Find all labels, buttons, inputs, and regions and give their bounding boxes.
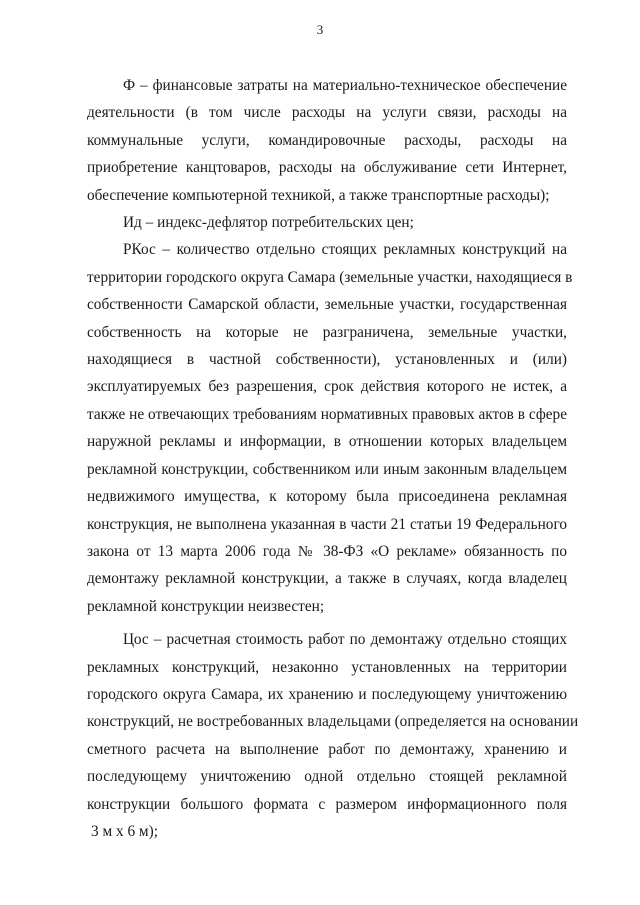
paragraph-rkos-count: [87, 236, 573, 620]
text-line: 3 м х 6 м);: [91, 822, 158, 840]
text-line: рекламной конструкции неизвестен;: [87, 597, 325, 615]
text-line: конструкций, не востребованных владельцами (определяется на основании: [87, 713, 579, 731]
text-line: территории городского округа Самара (земельные участки, находящиеся в: [87, 268, 573, 286]
text-line: рекламных конструкций, незаконно установленных на территории: [87, 658, 567, 676]
text-line: Ид – индекс-дефлятор потребительских цен;: [123, 214, 414, 232]
paragraph-tsos-cost: [87, 626, 579, 845]
text-line: находящиеся в частной собственности), установленных и (или): [87, 351, 567, 369]
text-line: эксплуатируемых без разрешения, срок действия которого не истек, а: [87, 378, 567, 396]
text-line: коммунальные услуги, командировочные расходы, расходы на: [87, 131, 567, 149]
text-line: недвижимого имущества, к которому была присоединена рекламная: [87, 488, 567, 506]
text-line: конструкция, не выполнена указанная в части 21 статьи 19 Федерального: [87, 515, 567, 533]
text-line: Ф – финансовые затраты на материально-техническое обеспечение: [123, 77, 567, 94]
text-line: обеспечение компьютерной техникой, а также транспортные расходы);: [87, 186, 550, 204]
text-line: РКос – количество отдельно стоящих рекламных конструкций на: [123, 241, 567, 259]
text-line: приобретение канцтоваров, расходы на обслуживание сети Интернет,: [87, 159, 567, 177]
text-line: наружной рекламы и информации, в отношении которых владельцем: [87, 433, 567, 451]
text-line: собственность на которые не разграничена, земельные участки,: [87, 323, 567, 341]
text-line: демонтажу рекламной конструкции, а также в случаях, когда владелец: [87, 570, 567, 588]
text-line: Цос – расчетная стоимость работ по демонтажу отдельно стоящих: [123, 631, 567, 649]
text-line: городского округа Самара, их хранению и последующему уничтожению: [87, 685, 567, 703]
paragraph-f-financial-costs: [87, 72, 567, 209]
text-line: собственности Самарской области, земельные участки, государственная: [87, 296, 567, 314]
text-line: сметного расчета на выполнение работ по демонтажу, хранению и: [87, 740, 567, 758]
document-body: [87, 72, 579, 845]
text-line: последующему уничтожению одной отдельно стоящей рекламной: [87, 768, 567, 786]
text-line: рекламной конструкции, собственником или иным законным владельцем: [87, 460, 567, 478]
paragraph-id-deflator: [87, 209, 567, 236]
text-line: деятельности (в том числе расходы на услуги связи, расходы на: [87, 104, 567, 122]
text-line: также не отвечающих требованиям нормативных правовых актов в сфере: [87, 405, 567, 423]
page-number: 3: [316, 22, 324, 37]
text-line: конструкции большого формата с размером информационного поля: [87, 795, 567, 813]
text-line: закона от 13 марта 2006 года № 38-ФЗ «О рекламе» обязанность по: [87, 542, 567, 560]
